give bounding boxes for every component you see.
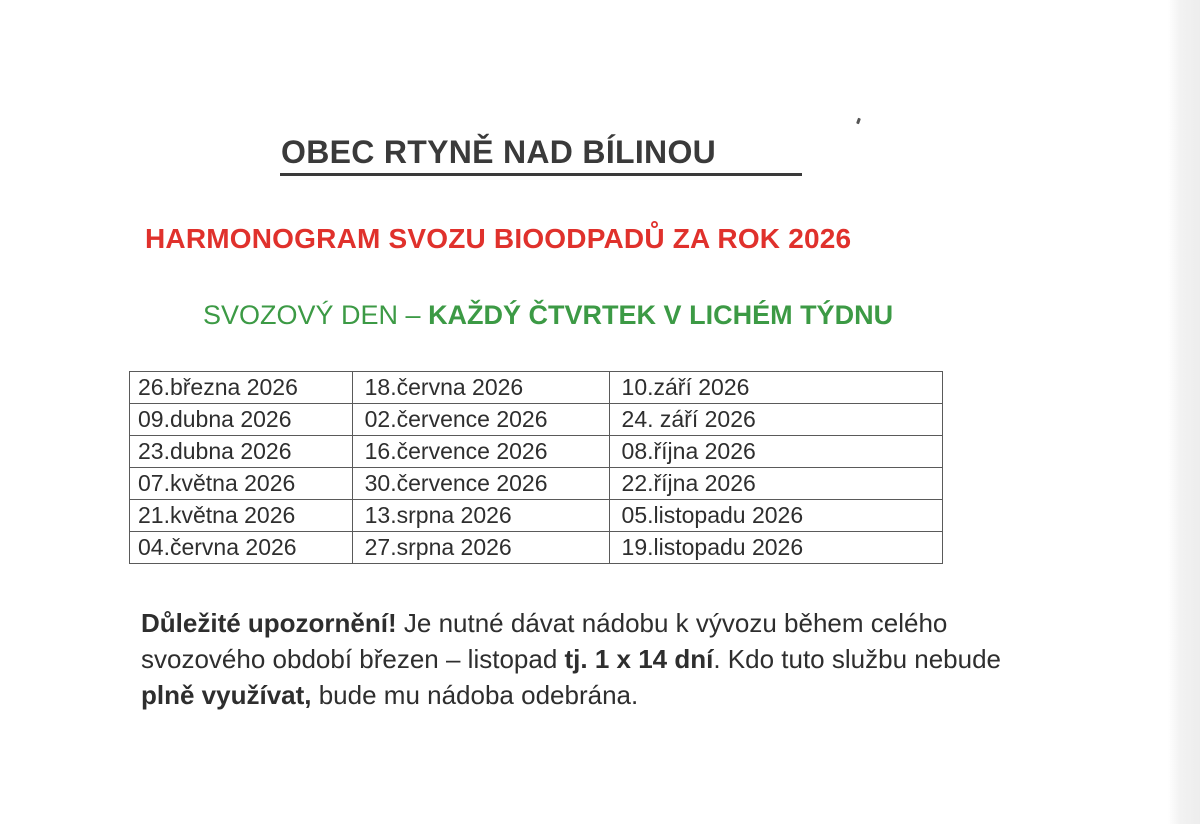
date-cell: 26.března 2026	[130, 372, 353, 404]
notice-frequency: tj. 1 x 14 dní	[564, 644, 714, 674]
collection-day	[203, 298, 893, 332]
date-cell: 23.dubna 2026	[130, 436, 353, 468]
date-cell: 09.dubna 2026	[130, 404, 353, 436]
date-cell: 10.září 2026	[609, 372, 942, 404]
date-cell: 04.června 2026	[130, 532, 353, 564]
table-row	[130, 468, 943, 500]
scan-speck	[856, 118, 861, 125]
date-cell: 18.června 2026	[352, 372, 609, 404]
collection-day-label: SVOZOVÝ DEN –	[203, 300, 429, 330]
schedule-heading: HARMONOGRAM SVOZU BIOODPADŮ ZA ROK 2026	[145, 223, 852, 254]
notice-usage: plně využívat,	[141, 680, 312, 710]
collection-dates-table	[129, 371, 943, 564]
date-cell: 05.listopadu 2026	[609, 500, 942, 532]
date-cell: 16.července 2026	[352, 436, 609, 468]
page-title: OBEC RTYNĚ NAD BÍLINOU	[281, 134, 717, 170]
table-row	[130, 532, 943, 564]
table-row	[130, 404, 943, 436]
date-cell: 30.července 2026	[352, 468, 609, 500]
table-row	[130, 500, 943, 532]
collection-day-value: KAŽDÝ ČTVRTEK V LICHÉM TÝDNU	[428, 300, 894, 330]
title-underline	[280, 173, 802, 176]
date-cell: 02.července 2026	[352, 404, 609, 436]
date-cell: 27.srpna 2026	[352, 532, 609, 564]
table-row	[130, 372, 943, 404]
notice-text: bude mu nádoba odebrána.	[311, 680, 639, 710]
notice-heading: Důležité upozornění!	[141, 608, 397, 638]
date-cell: 22.října 2026	[609, 468, 942, 500]
notice-text: . Kdo tuto službu nebude	[713, 644, 1002, 674]
date-cell: 13.srpna 2026	[352, 500, 609, 532]
important-notice	[141, 605, 1041, 713]
table-row	[130, 436, 943, 468]
date-cell: 24. září 2026	[609, 404, 942, 436]
scan-edge-shadow	[1168, 0, 1200, 824]
date-cell: 08.října 2026	[609, 436, 942, 468]
date-cell: 21.května 2026	[130, 500, 353, 532]
notice-text: Je nutné dávat nádobu k vývozu během celého svozového období březen – listopad	[141, 608, 948, 674]
date-cell: 07.května 2026	[130, 468, 353, 500]
date-cell: 19.listopadu 2026	[609, 532, 942, 564]
